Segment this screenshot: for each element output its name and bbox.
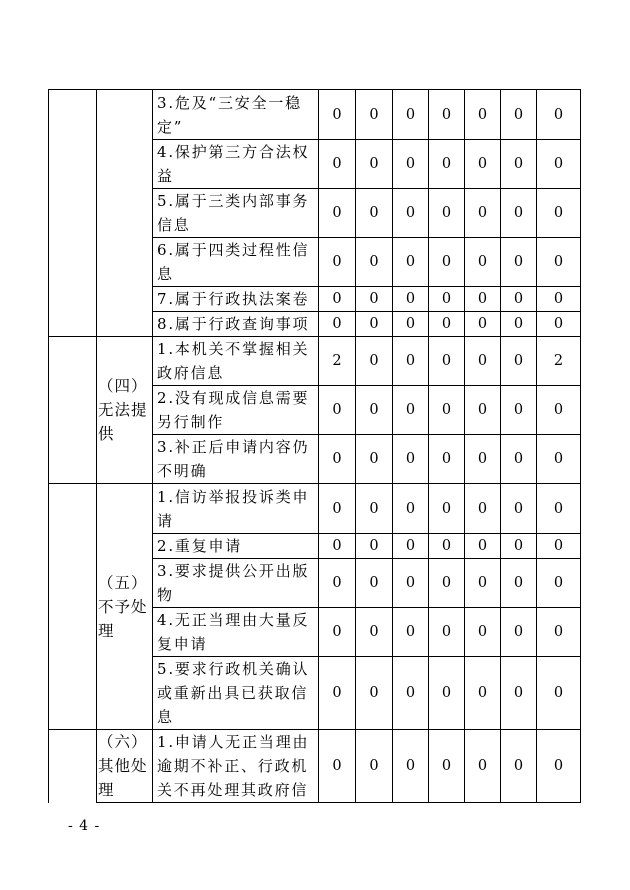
- value-cell: 0: [465, 730, 501, 803]
- value-cell: 0: [319, 534, 356, 559]
- value-cell: 0: [501, 312, 537, 337]
- value-cell: 0: [393, 312, 429, 337]
- value-cell: 0: [319, 287, 356, 312]
- value-cell: 0: [356, 312, 393, 337]
- value-cell: 0: [429, 312, 465, 337]
- category-cell: （五）不予处理: [97, 484, 153, 730]
- value-cell: 0: [537, 484, 581, 534]
- value-cell: 0: [465, 608, 501, 657]
- item-label: 3.要求提供公开出版物: [153, 559, 319, 608]
- value-cell: 0: [356, 90, 393, 140]
- value-cell: 0: [537, 312, 581, 337]
- value-cell: 0: [501, 238, 537, 287]
- value-cell: 0: [429, 657, 465, 730]
- value-cell: 0: [501, 657, 537, 730]
- item-label: 3.危及“三安全一稳定”: [153, 90, 319, 140]
- value-cell: 0: [537, 435, 581, 484]
- value-cell: 0: [501, 337, 537, 386]
- category-cell: [97, 90, 153, 337]
- value-cell: 0: [319, 608, 356, 657]
- value-cell: 0: [356, 559, 393, 608]
- value-cell: 2: [319, 337, 356, 386]
- value-cell: 0: [429, 287, 465, 312]
- item-label: 6.属于四类过程性信息: [153, 238, 319, 287]
- table-row: [49, 484, 581, 534]
- value-cell: 0: [465, 559, 501, 608]
- value-cell: 0: [537, 287, 581, 312]
- value-cell: 0: [319, 238, 356, 287]
- item-label: 5.属于三类内部事务信息: [153, 189, 319, 238]
- value-cell: 0: [537, 386, 581, 435]
- outer-category-cell: [49, 90, 97, 337]
- value-cell: 0: [393, 337, 429, 386]
- value-cell: 0: [319, 90, 356, 140]
- value-cell: 0: [356, 608, 393, 657]
- value-cell: 0: [465, 140, 501, 189]
- value-cell: 0: [537, 189, 581, 238]
- item-label: 7.属于行政执法案卷: [153, 287, 319, 312]
- value-cell: 0: [429, 189, 465, 238]
- value-cell: 0: [501, 386, 537, 435]
- value-cell: 0: [429, 484, 465, 534]
- value-cell: 0: [537, 657, 581, 730]
- value-cell: 0: [319, 657, 356, 730]
- value-cell: 0: [501, 730, 537, 803]
- value-cell: 0: [393, 534, 429, 559]
- value-cell: 0: [501, 534, 537, 559]
- outer-category-cell: [49, 730, 97, 803]
- value-cell: 0: [356, 140, 393, 189]
- value-cell: 0: [465, 238, 501, 287]
- value-cell: 0: [429, 238, 465, 287]
- item-label: 2.重复申请: [153, 534, 319, 559]
- value-cell: 0: [429, 90, 465, 140]
- outer-category-cell: [49, 484, 97, 730]
- table-row: [49, 730, 581, 803]
- category-cell: （四）无法提供: [97, 337, 153, 484]
- value-cell: 0: [393, 484, 429, 534]
- value-cell: 0: [356, 287, 393, 312]
- value-cell: 0: [501, 189, 537, 238]
- value-cell: 0: [393, 238, 429, 287]
- value-cell: 0: [501, 140, 537, 189]
- value-cell: 0: [429, 386, 465, 435]
- table-row: [49, 337, 581, 386]
- table-body: [49, 90, 581, 803]
- value-cell: 0: [465, 189, 501, 238]
- item-label: 1.本机关不掌握相关政府信息: [153, 337, 319, 386]
- value-cell: 0: [319, 386, 356, 435]
- value-cell: 0: [501, 287, 537, 312]
- table-row: [49, 90, 581, 140]
- value-cell: 0: [356, 435, 393, 484]
- value-cell: 0: [319, 730, 356, 803]
- value-cell: 0: [465, 534, 501, 559]
- value-cell: 0: [393, 608, 429, 657]
- value-cell: 0: [356, 189, 393, 238]
- value-cell: 0: [319, 189, 356, 238]
- value-cell: 0: [356, 657, 393, 730]
- value-cell: 0: [537, 559, 581, 608]
- value-cell: 0: [465, 657, 501, 730]
- value-cell: 0: [465, 312, 501, 337]
- value-cell: 0: [393, 386, 429, 435]
- value-cell: 0: [356, 386, 393, 435]
- value-cell: 0: [465, 435, 501, 484]
- value-cell: 0: [356, 337, 393, 386]
- value-cell: 0: [429, 534, 465, 559]
- item-label: 8.属于行政查询事项: [153, 312, 319, 337]
- item-label: 4.保护第三方合法权益: [153, 140, 319, 189]
- value-cell: 0: [393, 287, 429, 312]
- value-cell: 0: [356, 238, 393, 287]
- value-cell: 0: [465, 386, 501, 435]
- value-cell: 0: [501, 435, 537, 484]
- item-label: 3.补正后申请内容仍不明确: [153, 435, 319, 484]
- value-cell: 0: [501, 608, 537, 657]
- value-cell: 0: [393, 730, 429, 803]
- value-cell: 0: [429, 608, 465, 657]
- value-cell: 0: [393, 559, 429, 608]
- value-cell: 0: [429, 730, 465, 803]
- value-cell: 0: [465, 337, 501, 386]
- value-cell: 0: [429, 435, 465, 484]
- value-cell: 0: [501, 559, 537, 608]
- value-cell: 2: [537, 337, 581, 386]
- value-cell: 0: [393, 90, 429, 140]
- value-cell: 0: [429, 337, 465, 386]
- value-cell: 0: [501, 484, 537, 534]
- value-cell: 0: [465, 287, 501, 312]
- value-cell: 0: [429, 140, 465, 189]
- value-cell: 0: [393, 657, 429, 730]
- value-cell: 0: [393, 140, 429, 189]
- category-cell: （六）其他处理: [97, 730, 153, 803]
- item-label: 5.要求行政机关确认或重新出具已获取信息: [153, 657, 319, 730]
- value-cell: 0: [319, 559, 356, 608]
- value-cell: 0: [356, 730, 393, 803]
- item-label: 1.信访举报投诉类申请: [153, 484, 319, 534]
- item-label: 2.没有现成信息需要另行制作: [153, 386, 319, 435]
- value-cell: 0: [319, 484, 356, 534]
- value-cell: 0: [319, 435, 356, 484]
- outer-category-cell: [49, 337, 97, 484]
- value-cell: 0: [393, 189, 429, 238]
- value-cell: 0: [319, 312, 356, 337]
- item-label: 1.申请人无正当理由逾期不补正、行政机关不再处理其政府信: [153, 730, 319, 803]
- value-cell: 0: [537, 140, 581, 189]
- value-cell: 0: [501, 90, 537, 140]
- value-cell: 0: [537, 534, 581, 559]
- disclosure-statistics-table: [48, 89, 581, 803]
- value-cell: 0: [393, 435, 429, 484]
- value-cell: 0: [537, 730, 581, 803]
- page-number: - 4 -: [68, 818, 101, 834]
- value-cell: 0: [356, 484, 393, 534]
- value-cell: 0: [537, 90, 581, 140]
- value-cell: 0: [537, 608, 581, 657]
- item-label: 4.无正当理由大量反复申请: [153, 608, 319, 657]
- value-cell: 0: [465, 90, 501, 140]
- value-cell: 0: [537, 238, 581, 287]
- value-cell: 0: [429, 559, 465, 608]
- value-cell: 0: [319, 140, 356, 189]
- value-cell: 0: [356, 534, 393, 559]
- value-cell: 0: [465, 484, 501, 534]
